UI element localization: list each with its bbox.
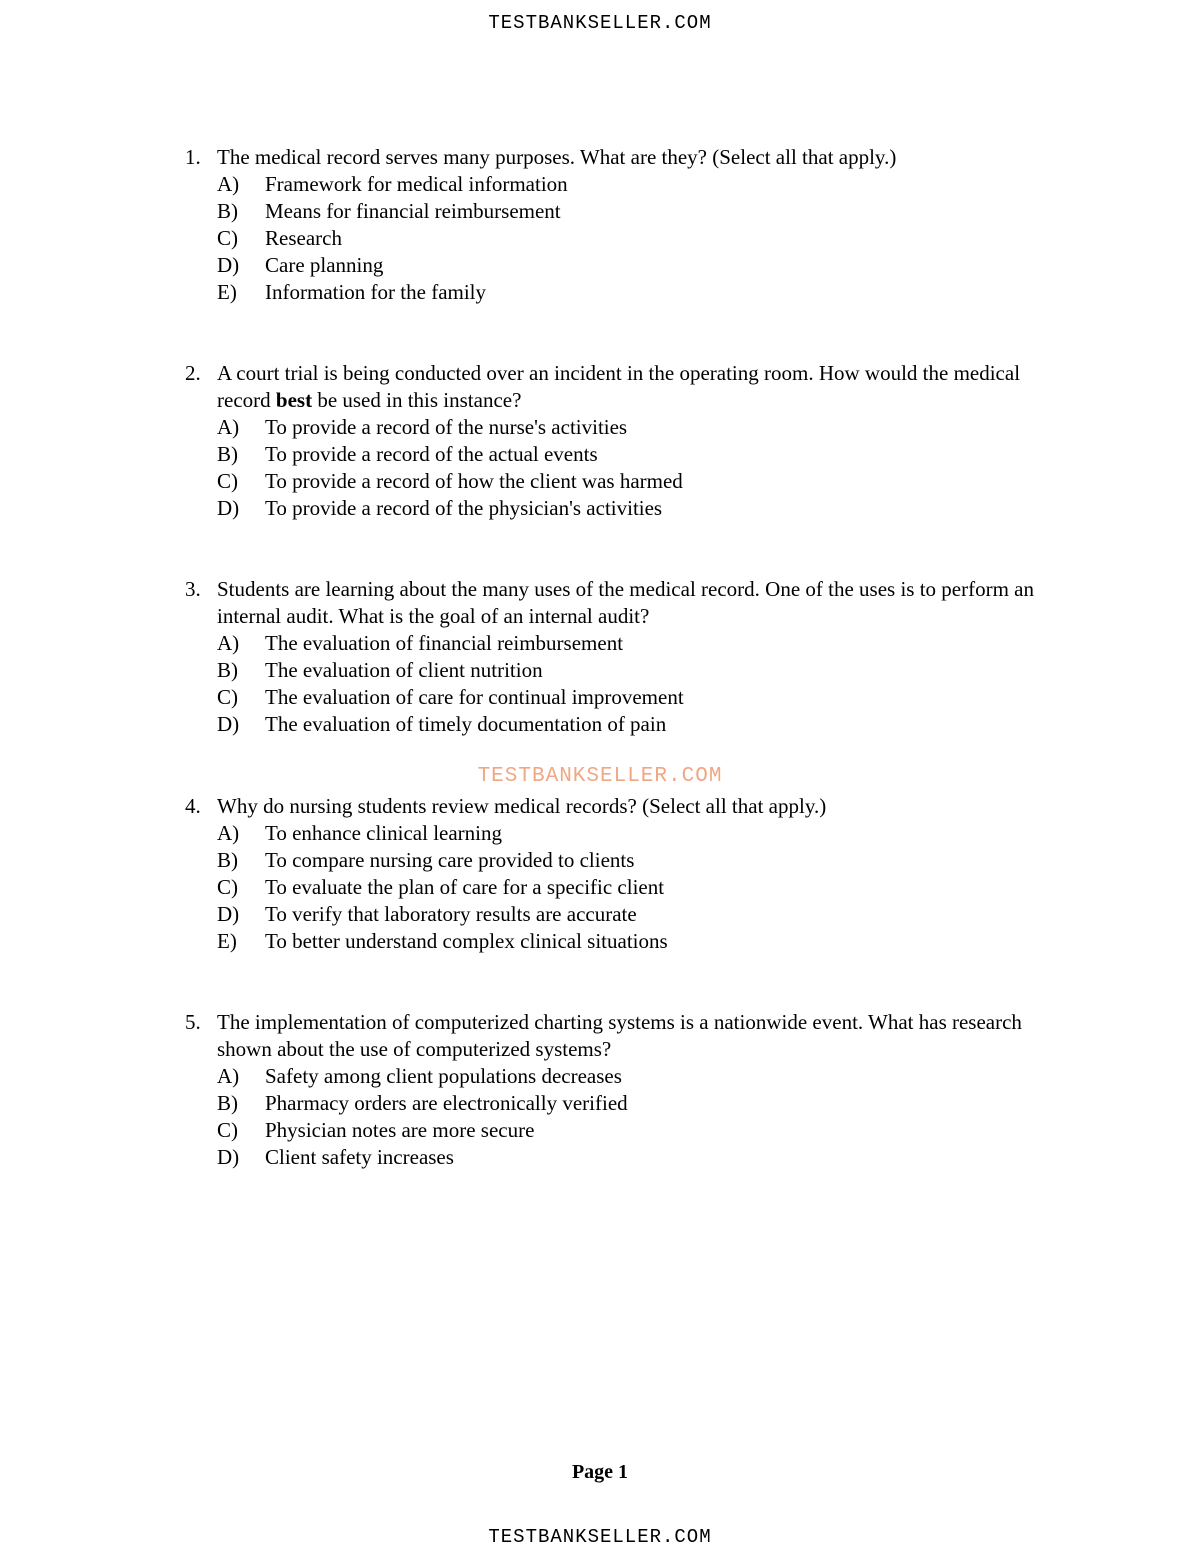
answer-choice-a: [185, 1063, 1055, 1090]
answer-choice-d: [185, 711, 1055, 738]
choice-letter: D): [217, 1145, 240, 1169]
answer-choice-e: [185, 279, 1055, 306]
choice-letter: B): [217, 442, 238, 466]
choice-letter: B): [217, 658, 238, 682]
answer-choice-d: [185, 1144, 1055, 1171]
question-number: 2.: [185, 361, 201, 385]
answer-choice-b: [185, 198, 1055, 225]
answer-choice-b: [185, 1090, 1055, 1117]
question-text-part: A court trial is being conducted over an incident in the operating room. How would the medical record: [217, 361, 1021, 412]
emphasis-text: best: [275, 388, 313, 412]
answer-choice-a: [185, 820, 1055, 847]
question-4: [185, 793, 1055, 955]
question-text: The medical record serves many purposes. What are they? (Select all that apply.): [217, 145, 897, 169]
page-number: Page 1: [571, 1461, 629, 1483]
choice-letter: D): [217, 496, 240, 520]
answer-choice-c: [185, 225, 1055, 252]
question-1: [185, 144, 1055, 306]
answer-choice-c: [185, 1117, 1055, 1144]
choice-letter: B): [217, 199, 238, 223]
choice-text: To better understand complex clinical situations: [265, 929, 668, 953]
choice-text: The evaluation of care for continual improvement: [265, 685, 684, 709]
answer-choice-a: [185, 414, 1055, 441]
choice-text: To enhance clinical learning: [265, 821, 502, 845]
choice-text: Physician notes are more secure: [265, 1118, 535, 1142]
choice-text: The evaluation of timely documentation of pain: [265, 712, 667, 736]
choice-letter: D): [217, 902, 240, 926]
question-number: 3.: [185, 577, 201, 601]
choice-text: To evaluate the plan of care for a specific client: [265, 875, 665, 899]
question-text: [217, 360, 1055, 414]
choice-letter: E): [217, 929, 237, 953]
answer-choice-b: [185, 657, 1055, 684]
choice-text: Research: [265, 226, 342, 250]
answer-choice-a: [185, 171, 1055, 198]
choice-letter: A): [217, 631, 240, 655]
question-stem: [185, 793, 1055, 820]
answer-choice-c: [185, 874, 1055, 901]
choice-text: Information for the family: [265, 280, 487, 304]
question-3: [185, 576, 1055, 738]
question-number: 5.: [185, 1010, 201, 1034]
answer-choice-c: [185, 684, 1055, 711]
question-stem: [185, 1009, 1055, 1063]
choice-text: The evaluation of client nutrition: [265, 658, 543, 682]
choice-text: To provide a record of the actual events: [265, 442, 598, 466]
question-text: Why do nursing students review medical records? (Select all that apply.): [217, 794, 827, 818]
choice-text: Pharmacy orders are electronically verified: [265, 1091, 628, 1115]
choice-text: To compare nursing care provided to clients: [265, 848, 635, 872]
answer-choice-a: [185, 630, 1055, 657]
choice-text: Care planning: [265, 253, 384, 277]
choice-letter: B): [217, 848, 238, 872]
choice-letter: C): [217, 469, 238, 493]
choice-text: To provide a record of how the client was harmed: [265, 469, 683, 493]
choice-text: Safety among client populations decreases: [265, 1064, 622, 1088]
footer-watermark: TESTBANKSELLER.COM: [488, 1526, 712, 1548]
question-text-part: be used in this instance?: [312, 388, 522, 412]
answer-choice-e: [185, 928, 1055, 955]
question-number: 4.: [185, 794, 201, 818]
choice-letter: C): [217, 226, 238, 250]
question-text: The implementation of computerized charting systems is a nationwide event. What has research shown about the use of computerized systems?: [217, 1010, 1022, 1061]
answer-choice-d: [185, 252, 1055, 279]
answer-choice-b: [185, 441, 1055, 468]
question-stem: [185, 576, 1055, 630]
choice-letter: A): [217, 1064, 240, 1088]
choice-letter: A): [217, 172, 240, 196]
choice-text: To provide a record of the nurse's activities: [265, 415, 628, 439]
choice-text: To provide a record of the physician's activities: [265, 496, 663, 520]
choice-letter: A): [217, 821, 240, 845]
answer-choice-d: [185, 495, 1055, 522]
answer-choice-d: [185, 901, 1055, 928]
question-stem: [185, 360, 1055, 414]
choice-letter: E): [217, 280, 237, 304]
answer-choice-c: [185, 468, 1055, 495]
choice-letter: D): [217, 712, 240, 736]
question-text: Students are learning about the many uses of the medical record. One of the uses is to perform an internal audit. What is the goal of an internal audit?: [217, 577, 1035, 628]
choice-letter: D): [217, 253, 240, 277]
question-5: [185, 1009, 1055, 1171]
choice-letter: A): [217, 415, 240, 439]
choice-text: The evaluation of financial reimbursement: [265, 631, 624, 655]
middle-watermark: TESTBANKSELLER.COM: [477, 765, 723, 788]
question-2: [185, 360, 1055, 522]
choice-text: Means for financial reimbursement: [265, 199, 561, 223]
choice-letter: C): [217, 685, 238, 709]
choice-text: To verify that laboratory results are accurate: [265, 902, 637, 926]
choice-letter: B): [217, 1091, 238, 1115]
choice-letter: C): [217, 875, 238, 899]
header-watermark: TESTBANKSELLER.COM: [488, 12, 712, 34]
choice-letter: C): [217, 1118, 238, 1142]
answer-choice-b: [185, 847, 1055, 874]
question-number: 1.: [185, 145, 201, 169]
choice-text: Framework for medical information: [265, 172, 568, 196]
question-stem: [185, 144, 1055, 171]
choice-text: Client safety increases: [265, 1145, 454, 1169]
